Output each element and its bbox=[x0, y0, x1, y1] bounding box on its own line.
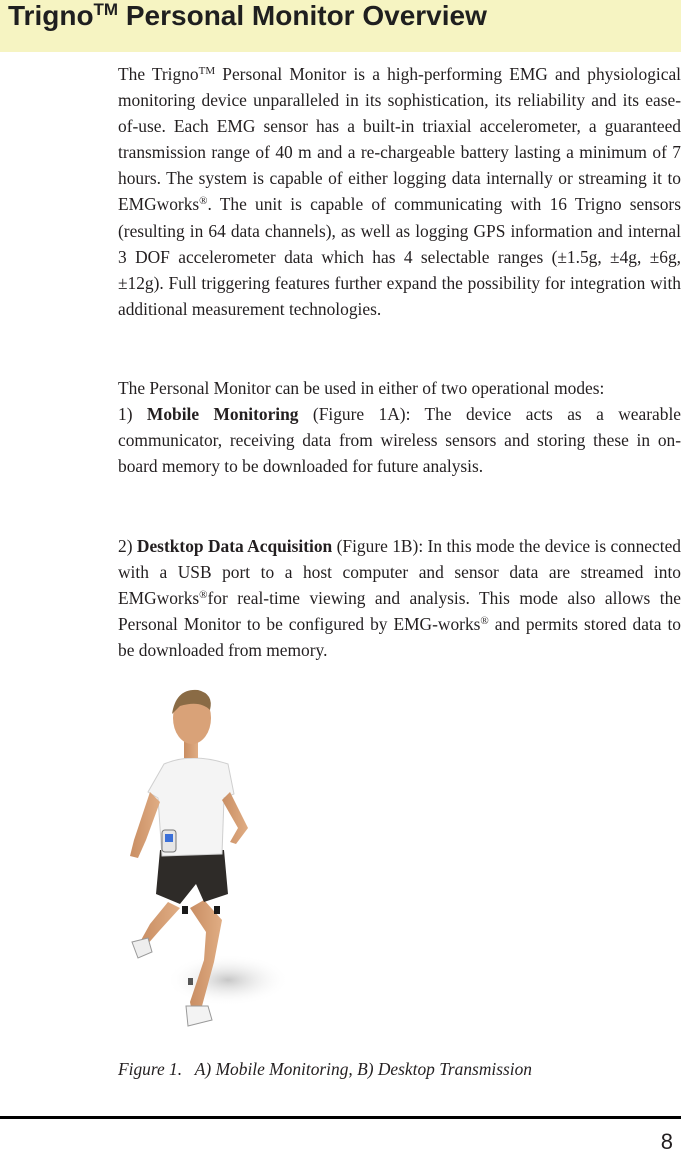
left-arm bbox=[222, 792, 248, 844]
shirt bbox=[148, 758, 234, 856]
footer-rule bbox=[0, 1116, 681, 1119]
title-banner bbox=[0, 0, 681, 52]
emg-sensor bbox=[214, 906, 220, 914]
mode-1-text: (Figure 1A): The device acts as a wearable communicator, receiving data from wireless sensors and storing these in on-board memory to be downloaded for future analysis. bbox=[118, 404, 681, 477]
emg-sensor bbox=[188, 978, 193, 985]
p1-text-b: Personal Monitor is a high-performing EMG and physiological monitoring device unparalleled in its sophistication, its reliability and its ease-of-use. Each EMG sensor has a built-in triaxial accelerometer, a guaranteed transmission range of 40 m and a re-chargeable battery lasting a minimum of 7 hours. The system is capable of either logging data internally or streaming it to EMGworks bbox=[118, 64, 681, 215]
title-rest: Personal Monitor Overview bbox=[118, 0, 487, 31]
mode-1-name: Mobile Monitoring bbox=[146, 404, 299, 425]
page-number: 8 bbox=[660, 1129, 673, 1154]
right-arm bbox=[130, 792, 160, 858]
page-title bbox=[8, 0, 487, 32]
mode-2-number: 2) bbox=[118, 536, 137, 556]
mode-1-description bbox=[118, 401, 681, 479]
mode-2-registered-2: ® bbox=[480, 615, 489, 628]
runner-illustration bbox=[118, 680, 298, 1058]
shorts bbox=[156, 850, 228, 904]
figure-caption: Figure 1. A) Mobile Monitoring, B) Desktop Transmission bbox=[118, 1059, 532, 1079]
title-trademark: TM bbox=[93, 0, 119, 19]
mode-1-number: 1) bbox=[118, 404, 147, 425]
mode-2-paragraph bbox=[118, 533, 681, 663]
mode-2-registered-1: ® bbox=[199, 589, 208, 602]
mode-2-text-a: (Figure 1B): In this mode the device is connected with a USB port to a host computer and sensor data are streamed into EMGworks bbox=[118, 536, 681, 609]
p1-trademark: TM bbox=[198, 65, 216, 77]
title-trigno: Trigno bbox=[8, 0, 94, 31]
figure-illustration bbox=[118, 680, 298, 1058]
front-shoe bbox=[186, 1006, 212, 1026]
mode-2-text-c: and permits stored data to be downloaded from memory. bbox=[118, 614, 681, 661]
mode-2-text-b: for real-time viewing and analysis. This mode also allows the Personal Monitor to be configured by EMG-works bbox=[118, 588, 681, 635]
overview-paragraph bbox=[118, 61, 681, 322]
modes-intro: The Personal Monitor can be used in either of two operational modes: bbox=[118, 378, 605, 398]
emg-sensor bbox=[182, 906, 188, 914]
device-screen bbox=[165, 834, 173, 842]
ground-shadow bbox=[166, 954, 290, 1006]
back-shoe bbox=[132, 938, 152, 958]
modes-paragraph bbox=[118, 375, 681, 479]
p1-text-c: . The unit is capable of communicating with 16 Trigno sensors (resulting in 64 data channels), as well as logging GPS information and internal 3 DOF accelerometer data which has 4 selectable ranges (±1.5g, ±4g, ±6g, ±12g). Full triggering features further expand the possibility for integration with additional measurement technologies. bbox=[118, 194, 681, 319]
mode-2-name: Destktop Data Acquisition bbox=[136, 536, 333, 556]
p1-text-a: The Trigno bbox=[118, 64, 199, 84]
p1-registered: ® bbox=[199, 195, 208, 208]
